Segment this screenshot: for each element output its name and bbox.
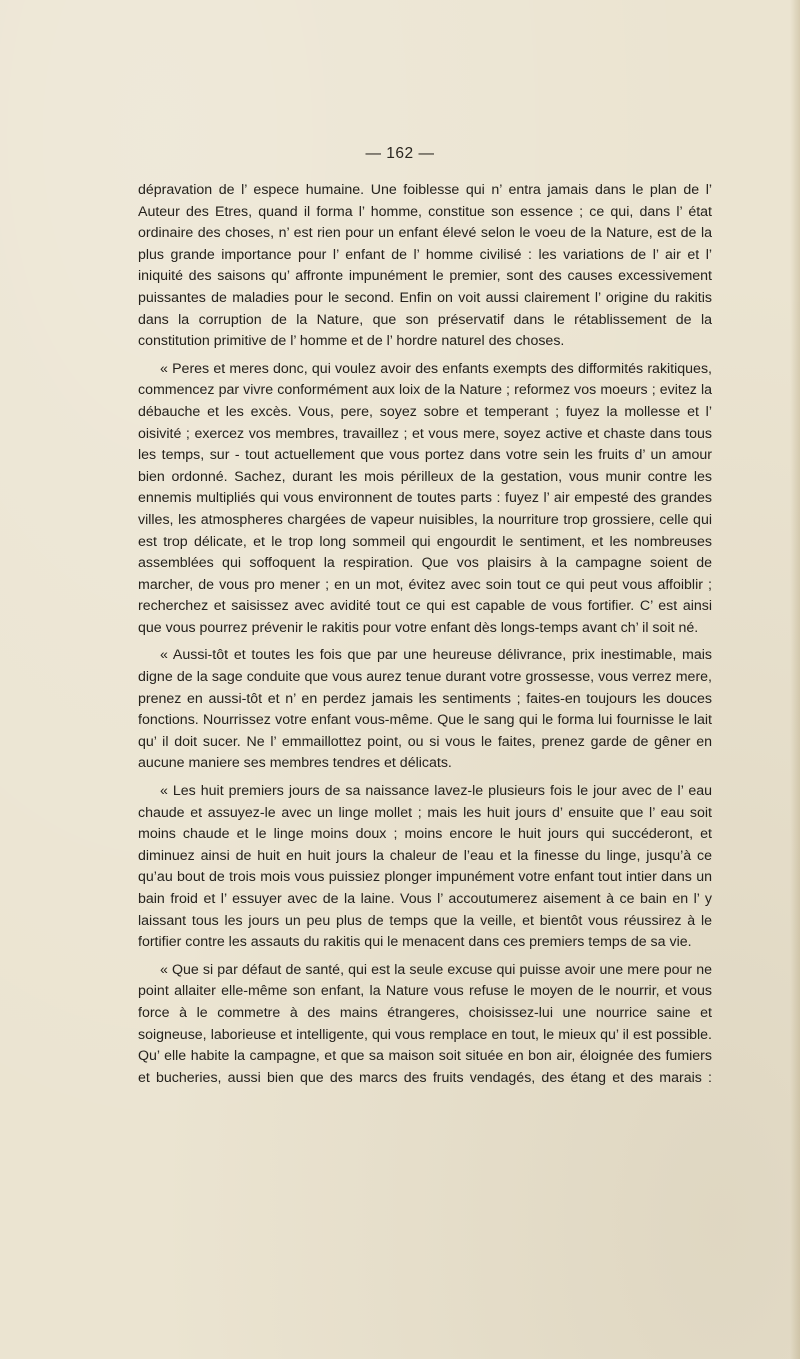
paragraph-3: « Aussi-tôt et toutes les fois que par une heureuse délivrance, prix inestimable, mais digne de la sage conduite que vous aurez tenue durant votre grossesse, vous verrez mere, prenez en aussi-tôt et n’ en perdez jamais les sentiments ; faites-en toujours les douces fonctions. Nourrissez votre enfant vous-même. Que le sang qui le forma lui fournisse le lait qu’ il doit sucer. Ne l’ emmaillottez point, ou si vous le faites, prenez garde de gêner en aucune maniere ses membres tendres et délicats.: [138, 647, 712, 772]
paragraph-1: dépravation de l’ espece humaine. Une foiblesse qui n’ entra jamais dans le plan de l’ Auteur des Etres, quand il forma l’ homme, constitue son essence ; ce qui, dans l’ état ordinaire des choses, n’ est rien pour un enfant élevé selon le voeu de la Nature, est de la plus grande importance pour l’ enfant de l’ homme civilisé : les variations de l’ air et l’ iniquité des saisons qu’ affronte impunément le premier, sont des causes excessivement puissantes de maladies pour le second. Enfin on voit aussi clairement l’ origine du rakitis dans la corruption de la Nature, que son préservatif dans le rétablissement de la constitution primitive de l’ homme et de l’ hordre naturel des choses.: [138, 182, 712, 350]
paragraph-2: « Peres et meres donc, qui voulez avoir des enfants exempts des difformités rakitiques, commencez par vivre conformément aux loix de la Nature ; reformez vos moeurs ; evitez la débauche et les excès. Vous, pere, soyez sobre et temperant ; fuyez la mollesse et l’ oisivité ; exercez vos membres, travaillez ; et vous mere, soyez active et chaste dans tous les temps, sur - tout actuellement que vous portez dans votre sein les fruits d’ un amour bien ordonné. Sachez, durant les mois périlleux de la gestation, vous munir contre les ennemis multipliés qui vous environnent de toutes parts : fuyez l’ air empesté des grandes villes, les atmospheres chargées de vapeur nuisibles, la nourriture trop grossiere, celle qui est trop délicate, et le trop long sommeil qui engourdit le sentiment, et les nombreuses assemblées qui soffoquent la respiration. Que vos plaisirs à la campagne soient de marcher, de vous pro mener ; en un mot, évitez avec soin tout ce qui peut vous affoiblir ; recherchez et saisissez avec avidité tout ce qui est capable de vous fortifier. C’ est ainsi que vous pourrez prévenir le rakitis pour votre enfant dès longs-temps avant ch’ il soit né.: [138, 360, 712, 636]
body-text: [138, 180, 712, 1089]
page-number: — 162 —: [365, 145, 435, 162]
paragraph-5: « Que si par défaut de santé, qui est la seule excuse qui puisse avoir une mere pour ne point allaiter elle-même son enfant, la Nature vous refuse le moyen de le nourrir, et vous force à le commetre à des mains étrangeres, choisissez-lui une nourrice saine et soigneuse, laborieuse et intelligente, qui vous remplace en tout, le mieux qu’ il est possible. Qu’ elle habite la campagne, et que sa maison soit située en bon air, éloignée des fumiers et bucheries, aussi bien que des marcs des fruits vendagés, des étang et des marais :: [138, 961, 712, 1086]
page-edge-shadow: [790, 0, 800, 1359]
paragraph-4: « Les huit premiers jours de sa naissance lavez-le plusieurs fois le jour avec de l’ eau chaude et assuyez-le avec un linge mollet ; mais les huit jours d’ ensuite que l’ eau soit moins chaude et le linge moins doux ; moins encore le huit jours qui succéderont, et diminuez ainsi de huit en huit jours la chaleur de l’eau et la finesse du linge, jusqu’à ce qu’au bout de trois mois vous puissiez plonger impunément votre enfant tout intier dans un bain froid et l’ essuyer avec de la laine. Vous l’ accoutumerez aisement à ce bain en l’ y laissant tous les jours un peu plus de temps que la veille, et bientôt vous réussirez à le fortifier contre les assauts du rakitis qui le menacent dans ces premiers temps de sa vie.: [138, 783, 712, 951]
